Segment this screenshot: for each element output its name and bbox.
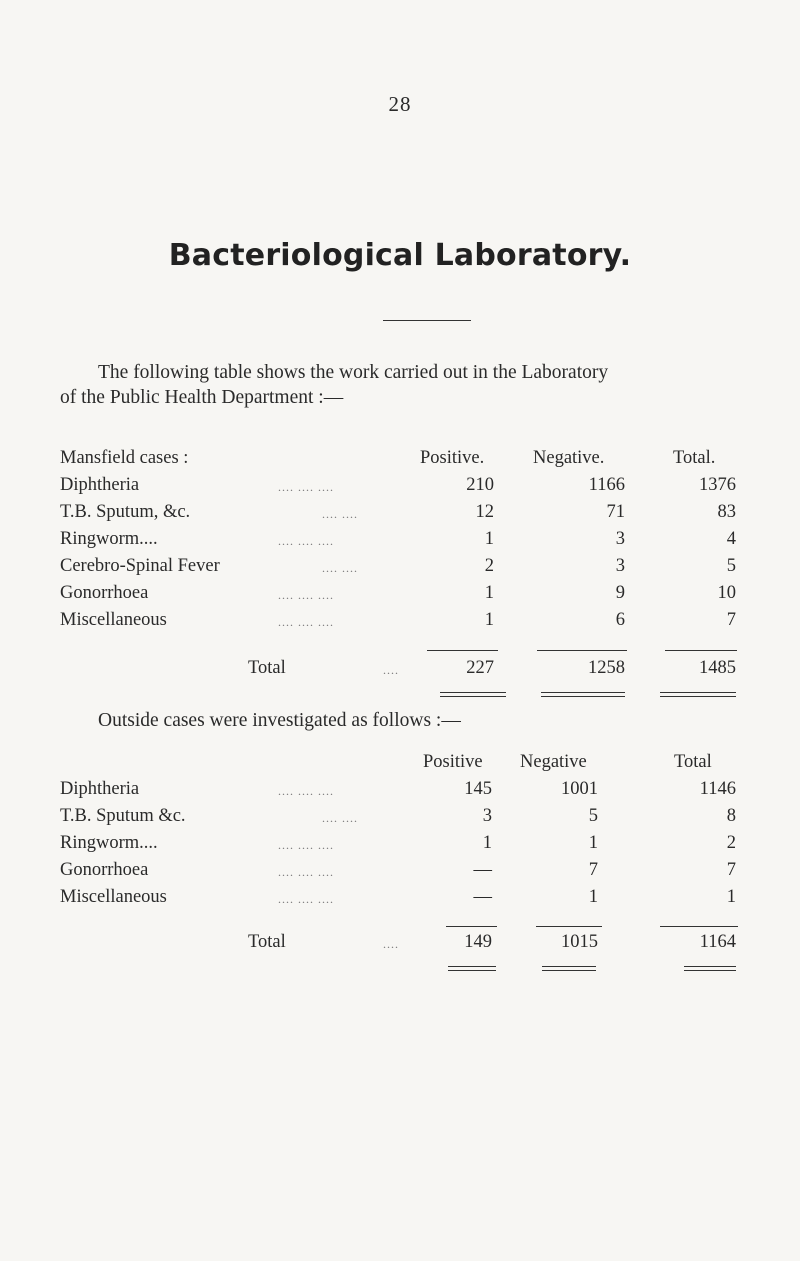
- negative-value: 5: [588, 806, 598, 826]
- total-value: 1376: [699, 475, 736, 495]
- table-row: [0, 860, 800, 886]
- positive-value: 3: [482, 806, 492, 826]
- column-header-positive: Positive.: [420, 448, 485, 468]
- positive-value: 12: [475, 502, 494, 522]
- total-value: 10: [717, 583, 736, 603]
- column-header-negative: Negative.: [533, 448, 605, 468]
- grand-total: 1164: [699, 932, 736, 952]
- page-title: Bacteriological Laboratory.: [168, 238, 632, 273]
- column-header-negative: Negative: [520, 752, 587, 772]
- positive-value: 1: [484, 610, 494, 630]
- dot-leader: .... .... ....: [278, 534, 334, 548]
- table-row: [0, 502, 800, 528]
- row-label: Miscellaneous: [60, 887, 167, 907]
- positive-value: 1: [482, 833, 492, 853]
- table-row: [0, 475, 800, 501]
- negative-value: 3: [615, 556, 625, 576]
- column-header-total: Total.: [673, 448, 716, 468]
- dot-leader: .... .... ....: [278, 865, 334, 879]
- total-double-rule: [684, 966, 736, 971]
- positive-value: —: [473, 887, 492, 907]
- total-value: 1: [726, 887, 736, 907]
- table-row: [0, 583, 800, 609]
- subtotal-rule: [446, 926, 497, 927]
- subtotal-rule: [536, 926, 602, 927]
- dot-leader: .... .... ....: [278, 588, 334, 602]
- row-label: Diphtheria: [60, 475, 140, 495]
- table-row: [0, 610, 800, 636]
- column-header-total: Total: [674, 752, 712, 772]
- total-double-rule: [440, 692, 506, 697]
- row-label: Ringworm....: [60, 833, 158, 853]
- negative-value: 3: [615, 529, 625, 549]
- total-label: Total: [248, 932, 286, 952]
- row-label: Diphtheria: [60, 779, 140, 799]
- total-value: 7: [726, 860, 736, 880]
- positive-value: 2: [484, 556, 494, 576]
- total-value: 8: [726, 806, 736, 826]
- grand-total: 1485: [699, 658, 736, 678]
- positive-value: 1: [484, 529, 494, 549]
- row-label: T.B. Sputum &c.: [60, 806, 186, 826]
- negative-value: 9: [615, 583, 625, 603]
- positive-value: 210: [466, 475, 494, 495]
- row-label: Ringworm....: [60, 529, 158, 549]
- table-row: [0, 779, 800, 805]
- dot-leader: ....: [383, 937, 399, 951]
- subtotal-rule: [427, 650, 498, 651]
- total-row: [0, 932, 800, 958]
- dot-leader: .... .... ....: [278, 480, 334, 494]
- total-value: 83: [717, 502, 736, 522]
- negative-value: 1001: [561, 779, 598, 799]
- total-double-rule: [541, 692, 625, 697]
- subtotal-rule: [537, 650, 627, 651]
- row-label: Gonorrhoea: [60, 583, 149, 603]
- total-double-rule: [660, 692, 736, 697]
- total-value: 5: [726, 556, 736, 576]
- total-value: 7: [726, 610, 736, 630]
- dot-leader: .... .... ....: [278, 615, 334, 629]
- dot-leader: ....: [383, 663, 399, 677]
- dot-leader: .... .... ....: [278, 838, 334, 852]
- intro-paragraph: [60, 360, 800, 410]
- intro-line-1: The following table shows the work carried out in the Laboratory: [98, 362, 609, 383]
- total-double-rule: [448, 966, 496, 971]
- negative-value: 71: [606, 502, 625, 522]
- negative-total: 1258: [588, 658, 625, 678]
- subtotal-rule: [660, 926, 738, 927]
- dot-leader: .... ....: [322, 507, 358, 521]
- positive-value: —: [473, 860, 492, 880]
- table-header-row: [0, 752, 800, 778]
- row-label: Miscellaneous: [60, 610, 167, 630]
- negative-value: 7: [588, 860, 598, 880]
- intro-line-2: of the Public Health Department :—: [60, 387, 344, 408]
- table-row: [0, 833, 800, 859]
- negative-value: 6: [615, 610, 625, 630]
- table-row: [0, 529, 800, 555]
- title-divider: [383, 320, 471, 321]
- positive-total: 227: [466, 658, 494, 678]
- total-row: [0, 658, 800, 684]
- page-number: 28: [388, 92, 412, 116]
- row-label: Gonorrhoea: [60, 860, 149, 880]
- table-row: [0, 887, 800, 913]
- positive-value: 1: [484, 583, 494, 603]
- negative-total: 1015: [561, 932, 598, 952]
- column-header-positive: Positive: [423, 752, 483, 772]
- positive-value: 145: [464, 779, 492, 799]
- table-row: [0, 556, 800, 582]
- dot-leader: .... .... ....: [278, 892, 334, 906]
- table-header-row: [0, 448, 800, 474]
- row-label: Cerebro-Spinal Fever: [60, 556, 220, 576]
- negative-value: 1: [588, 833, 598, 853]
- table-row: [0, 806, 800, 832]
- subtotal-rule: [665, 650, 737, 651]
- negative-value: 1: [588, 887, 598, 907]
- mansfield-heading: Mansfield cases :: [60, 448, 189, 468]
- dot-leader: .... ....: [322, 811, 358, 825]
- row-label: T.B. Sputum, &c.: [60, 502, 191, 522]
- dot-leader: .... .... ....: [278, 784, 334, 798]
- total-value: 1146: [699, 779, 736, 799]
- dot-leader: .... ....: [322, 561, 358, 575]
- positive-total: 149: [464, 932, 492, 952]
- negative-value: 1166: [588, 475, 625, 495]
- total-label: Total: [248, 658, 286, 678]
- total-value: 4: [726, 529, 736, 549]
- total-value: 2: [726, 833, 736, 853]
- outside-heading: Outside cases were investigated as follows :—: [98, 710, 461, 731]
- total-double-rule: [542, 966, 596, 971]
